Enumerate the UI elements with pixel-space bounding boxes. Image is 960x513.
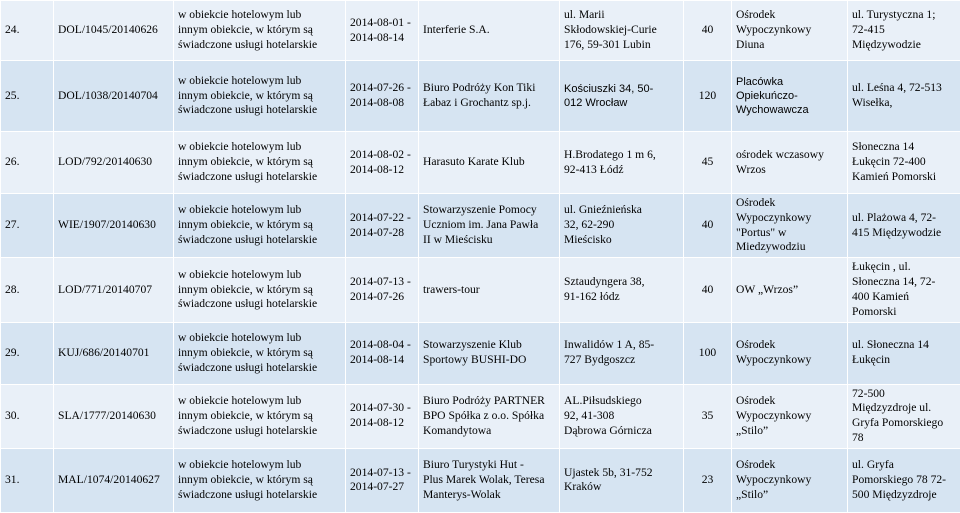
organizer-name: trawers-tour [419, 258, 560, 322]
organizer-address: Sztaudyngera 38, 91-162 łódz [560, 258, 684, 322]
organizer-address: ul. Gnieźnieńska 32, 62-290 Mieścisko [560, 194, 684, 258]
table-row [1, 61, 960, 132]
stay-form: w obiekcie hotelowym lub innym obiekcie, w którym są świadczone usługi hotelarskie [174, 61, 346, 132]
case-signature: MAL/1074/20140627 [54, 448, 174, 512]
participants-count: 120 [684, 61, 732, 132]
organizer-name: Biuro Turystyki Hut - Plus Marek Wolak, Teresa Manterys-Wolak [419, 448, 560, 512]
organizer-name: Harasuto Karate Klub [419, 132, 560, 194]
venue-name: Ośrodek Wypoczynkowy „Stilo” [732, 448, 848, 512]
stay-dates: 2014-08-02 - 2014-08-12 [346, 132, 419, 194]
row-number: 28. [1, 258, 54, 322]
participants-count: 40 [684, 194, 732, 258]
case-signature: SLA/1777/20140630 [54, 384, 174, 448]
organizer-address: H.Brodatego 1 m 6, 92-413 Łódź [560, 132, 684, 194]
organizer-address: Ujastek 5b, 31-752 Kraków [560, 448, 684, 512]
stay-dates: 2014-07-13 - 2014-07-26 [346, 258, 419, 322]
stay-form: w obiekcie hotelowym lub innym obiekcie, w którym są świadczone usługi hotelarskie [174, 384, 346, 448]
stay-form: w obiekcie hotelowym lub innym obiekcie, w którym są świadczone usługi hotelarskie [174, 448, 346, 512]
table-row [1, 448, 960, 512]
case-signature: DOL/1045/20140626 [54, 1, 174, 61]
participants-count: 45 [684, 132, 732, 194]
case-signature: DOL/1038/20140704 [54, 61, 174, 132]
participants-count: 40 [684, 258, 732, 322]
venue-name: ośrodek wczasowy Wrzos [732, 132, 848, 194]
case-signature: LOD/792/20140630 [54, 132, 174, 194]
venue-address: ul. Gryfa Pomorskiego 78 72- 500 Międzyzdroje [848, 448, 960, 512]
row-number: 25. [1, 61, 54, 132]
stay-form: w obiekcie hotelowym lub innym obiekcie, w którym są świadczone usługi hotelarskie [174, 258, 346, 322]
table-row [1, 384, 960, 448]
venue-address: Łukęcin , ul. Słoneczna 14, 72- 400 Kamień Pomorski [848, 258, 960, 322]
row-number: 24. [1, 1, 54, 61]
stay-dates: 2014-07-13 - 2014-07-27 [346, 448, 419, 512]
stay-form: w obiekcie hotelowym lub innym obiekcie, w którym są świadczone usługi hotelarskie [174, 194, 346, 258]
participants-count: 40 [684, 1, 732, 61]
venue-address: ul. Słoneczna 14 Łukęcin [848, 322, 960, 384]
venue-name: Ośrodek Wypoczynkowy [732, 322, 848, 384]
venue-address: Słoneczna 14 Łukęcin 72-400 Kamień Pomorski [848, 132, 960, 194]
organizer-address: ul. Marii Skłodowskiej-Curie 176, 59-301 Lubin [560, 1, 684, 61]
stay-dates: 2014-07-26 - 2014-08-08 [346, 61, 419, 132]
organizer-name: Interferie S.A. [419, 1, 560, 61]
venue-name: Ośrodek Wypoczynkowy „Stilo” [732, 384, 848, 448]
stay-dates: 2014-08-04 - 2014-08-14 [346, 322, 419, 384]
venue-name: Placówka Opiekuńczo- Wychowawcza [732, 61, 848, 132]
venue-address: ul. Leśna 4, 72-513 Wisełka, [848, 61, 960, 132]
stay-form: w obiekcie hotelowym lub innym obiekcie, w którym są świadczone usługi hotelarskie [174, 132, 346, 194]
organizer-name: Biuro Podróży Kon Tiki Łabaz i Grochantz sp.j. [419, 61, 560, 132]
venue-name: Ośrodek Wypoczynkowy "Portus" w Miedzywodziu [732, 194, 848, 258]
stay-form: w obiekcie hotelowym lub innym obiekcie, w którym są świadczone usługi hotelarskie [174, 322, 346, 384]
row-number: 31. [1, 448, 54, 512]
organizer-name: Biuro Podróży PARTNER BPO Spółka z o.o. Spółka Komandytowa [419, 384, 560, 448]
row-number: 26. [1, 132, 54, 194]
venue-name: OW „Wrzos” [732, 258, 848, 322]
stay-dates: 2014-08-01 - 2014-08-14 [346, 1, 419, 61]
organizer-address: Kościuszki 34, 50- 012 Wrocław [560, 61, 684, 132]
table-row [1, 1, 960, 61]
venue-address: ul. Turystyczna 1; 72-415 Międzywodzie [848, 1, 960, 61]
venue-address: 72-500 Międzyzdroje ul. Gryfa Pomorskiego 78 [848, 384, 960, 448]
organizer-name: Stowarzyszenie Pomocy Uczniom im. Jana Pawła II w Mieścisku [419, 194, 560, 258]
organizer-address: Inwalidów 1 A, 85- 727 Bydgoszcz [560, 322, 684, 384]
organizer-name: Stowarzyszenie Klub Sportowy BUSHI-DO [419, 322, 560, 384]
table-row [1, 194, 960, 258]
row-number: 27. [1, 194, 54, 258]
row-number: 30. [1, 384, 54, 448]
venue-address: ul. Plażowa 4, 72- 415 Międzywodzie [848, 194, 960, 258]
participants-count: 23 [684, 448, 732, 512]
case-signature: KUJ/686/20140701 [54, 322, 174, 384]
participants-count: 35 [684, 384, 732, 448]
row-number: 29. [1, 322, 54, 384]
stay-dates: 2014-07-22 - 2014-07-28 [346, 194, 419, 258]
stay-form: w obiekcie hotelowym lub innym obiekcie, w którym są świadczone usługi hotelarskie [174, 1, 346, 61]
table-row [1, 322, 960, 384]
case-signature: LOD/771/20140707 [54, 258, 174, 322]
venue-name: Ośrodek Wypoczynkowy Diuna [732, 1, 848, 61]
participants-count: 100 [684, 322, 732, 384]
stay-dates: 2014-07-30 - 2014-08-12 [346, 384, 419, 448]
organizer-address: AL.Piłsudskiego 92, 41-308 Dąbrowa Górnicza [560, 384, 684, 448]
table-row [1, 132, 960, 194]
case-signature: WIE/1907/20140630 [54, 194, 174, 258]
table-row [1, 258, 960, 322]
